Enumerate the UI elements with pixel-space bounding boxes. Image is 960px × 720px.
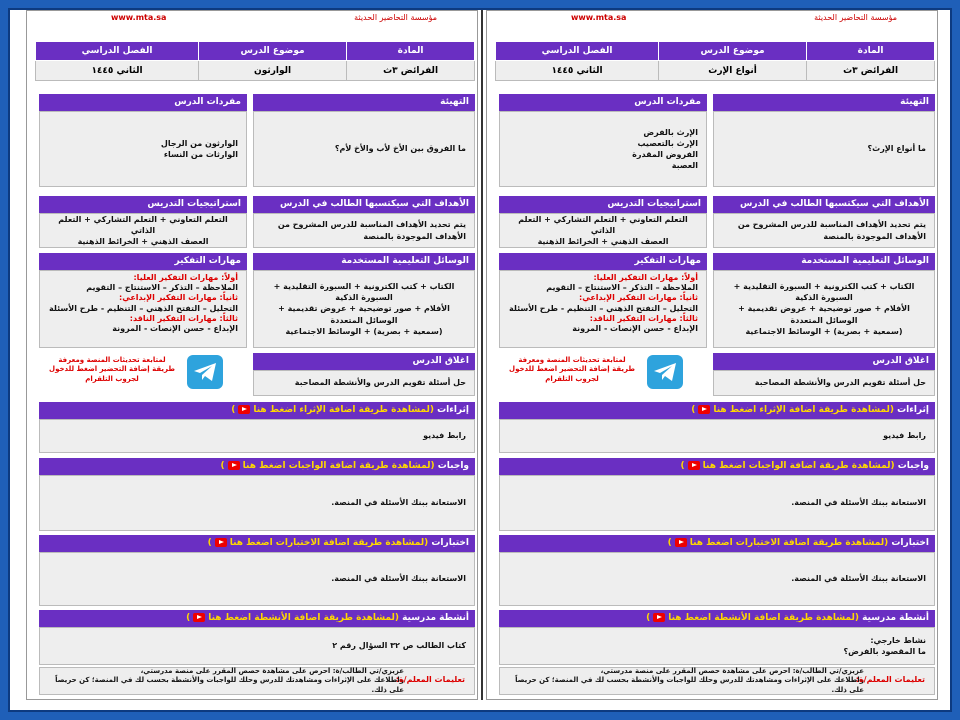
enrich-link[interactable]: (لمشاهدة طريقة اضافة الإثراء اضغط هنا [253,405,434,415]
homework-bar [499,458,935,475]
tests-link[interactable]: (لمشاهدة طريقة اضافة الاختبارات اضغط هنا [229,538,429,548]
tests-text: الاستعانة ببنك الأسئلة في المنصة. [331,574,466,584]
subject-value: الفرائض ٣ث [807,61,935,81]
enrich-close: ) [691,405,696,415]
tools-box [253,270,475,348]
topic-value: أنواع الإرث [659,61,807,81]
promo-line: لمتابعة تحديثات المنصة [86,356,166,364]
goals-title: الأهداف التي سيكتسبها الطالب في الدرس [253,196,475,213]
tests-title: اختبارات [891,538,929,548]
goals-box [253,213,475,248]
tools-title: الوسائل التعليمية المستخدمة [253,253,475,270]
telegram-promo[interactable] [47,356,177,384]
enrich-bar [499,402,935,419]
intro-title: التهيئة [713,94,935,111]
vocab-line: الوارثات من النساء [163,150,238,159]
lesson-info-table [495,41,935,81]
closing-text: حل أسئلة تقويم الدرس والأنشطة المصاحبة [754,378,926,388]
site-url[interactable]: www.mta.sa [571,13,627,22]
thinking-heading: أولاً: مهارات التفكير العليا: [593,273,698,282]
term-value: الثاني ١٤٤٥ [496,61,659,81]
enrich-bar [39,402,475,419]
activities-close: ) [186,613,191,623]
activities-box [39,627,475,665]
homework-title: واجبات [897,461,929,471]
activities-title: أنشطة مدرسية [402,613,469,623]
homework-close: ) [680,461,685,471]
subject-header: المادة [347,42,475,61]
homework-text: الاستعانة ببنك الأسئلة في المنصة. [331,498,466,508]
closing-box [253,370,475,396]
enrich-text: رابط فيديو [423,431,466,441]
thinking-heading: ثانياً: مهارات التفكير الإبداعي: [579,293,698,303]
youtube-icon[interactable] [215,538,227,547]
tests-close: ) [667,538,672,548]
activities-bar [39,610,475,627]
strategies-title: استراتيجيات التدريس [499,196,707,213]
tools-line: (سمعية + بصرية) + الوسائط الاجتماعية [745,326,903,336]
activities-close: ) [646,613,651,623]
enrich-link[interactable]: (لمشاهدة طريقة اضافة الإثراء اضغط هنا [713,405,894,415]
subject-header: المادة [807,42,935,61]
vocab-line: الفروض المقدرة [632,150,698,159]
tools-line: (سمعية + بصرية) + الوسائط الاجتماعية [285,326,443,336]
subject-value: الفرائض ٣ث [347,61,475,81]
homework-box [39,475,475,531]
telegram-icon[interactable] [187,355,223,389]
thinking-text: الملاحظة – التذكر – الاستنتاج – التقويم [546,283,698,293]
topic-header: موضوع الدرس [199,42,347,61]
tools-line: الأفلام + صور توضيحية + عروض تقديمية + الوسائل المتعددة [738,304,910,325]
thinking-box [39,270,247,348]
closing-title: اغلاق الدرس [253,353,475,370]
homework-box [499,475,935,531]
youtube-icon[interactable] [193,613,205,622]
thinking-heading: أولاً: مهارات التفكير العليا: [133,273,238,282]
page-divider [481,10,483,700]
vocab-box [499,111,707,187]
strategies-line: العصف الذهني + الخرائط الذهنية [77,237,209,247]
lesson-info-table [35,41,475,81]
tools-line: الكتاب + كتب الكترونية + السبورة التقليدية + السبورة الذكية [733,282,915,303]
tests-bar [499,535,935,552]
homework-text: الاستعانة ببنك الأسئلة في المنصة. [791,498,926,508]
strategies-box [499,213,707,248]
strategies-line: التعلم التعاوني + التعلم التشاركي + التعلم الذاتي [518,214,688,235]
tools-line: الكتاب + كتب الكترونية + السبورة التقليدية + السبورة الذكية [273,282,455,303]
activities-title: أنشطة مدرسية [862,613,929,623]
intro-question: ما أنواع الإرث؟ [867,144,926,154]
vocab-line: الإرث بالتعصيب [637,138,698,148]
youtube-icon[interactable] [675,538,687,547]
thinking-heading: ثالثاً: مهارات التفكير الناقد: [129,313,238,323]
goals-text: يتم تحديد الأهداف المناسبة للدرس المشروح من الأهداف الموجودة بالمنصة [277,220,466,241]
activity-line: كتاب الطالب ص ٣٢ السؤال رقم ٢ [332,641,466,651]
thinking-text: التحليل – التفتح الذهني – التنظيم - طرح الأسئلة [509,303,698,313]
topic-header: موضوع الدرس [659,42,807,61]
activities-link[interactable]: (لمشاهدة طريقة اضافة الأنشطة اضغط هنا [668,613,859,623]
thinking-heading: ثانياً: مهارات التفكير الإبداعي: [119,293,238,303]
intro-box [713,111,935,187]
thinking-box [499,270,707,348]
youtube-icon[interactable] [653,613,665,622]
thinking-heading: ثالثاً: مهارات التفكير الناقد: [589,313,698,323]
promo-line: اضغط للدخول لجروب التلقرام [49,365,139,383]
enrich-title: إثراءات [437,405,469,415]
term-header: الفصل الدراسي [36,42,199,61]
term-header: الفصل الدراسي [496,42,659,61]
activity-line: ما المقصود بالفرض؟ [843,647,926,656]
homework-title: واجبات [437,461,469,471]
instructions-label: تعليمات المعلم/ة: [395,675,465,684]
telegram-icon[interactable] [647,355,683,389]
enrich-text: رابط فيديو [883,431,926,441]
tests-title: اختبارات [431,538,469,548]
homework-bar [39,458,475,475]
tests-text: الاستعانة ببنك الأسئلة في المنصة. [791,574,926,584]
tests-bar [39,535,475,552]
homework-link[interactable]: (لمشاهدة طريقة اضافة الواجبات اضغط هنا [702,461,895,471]
strategies-line: العصف الذهني + الخرائط الذهنية [537,237,669,247]
intro-title: التهيئة [253,94,475,111]
telegram-promo[interactable] [507,356,637,384]
tests-close: ) [207,538,212,548]
tools-line: الأفلام + صور توضيحية + عروض تقديمية + الوسائل المتعددة [278,304,450,325]
tests-box [499,552,935,606]
tools-box [713,270,935,348]
homework-link[interactable]: (لمشاهدة طريقة اضافة الواجبات اضغط هنا [242,461,435,471]
term-value: الثاني ١٤٤٥ [36,61,199,81]
promo-line: ومعرفة طريقة إضافة التحضير [58,356,175,374]
topic-value: الوارثون [199,61,347,81]
instructions-line: عزيزي/تي الطالب/ة: احرص على مشاهدة حصص المقرر على منصة مدرستي، [600,666,864,675]
youtube-icon[interactable] [238,405,250,414]
strategies-line: التعلم التعاوني + التعلم التشاركي + التعلم الذاتي [58,214,228,235]
site-url[interactable]: www.mta.sa [111,13,167,22]
youtube-icon[interactable] [688,461,700,470]
enrich-box [499,419,935,453]
lesson-sheet-1 [486,10,938,700]
thinking-title: مهارات التفكير [39,253,247,270]
intro-question: ما الفروق بين الأخ لأب والأخ لأم؟ [334,144,466,154]
vocab-title: مفردات الدرس [499,94,707,111]
thinking-text: التحليل – التفتح الذهني – التنظيم - طرح الأسئلة [49,303,238,313]
activities-box [499,627,935,665]
activity-line: نشاط خارجي: [870,635,926,645]
goals-text: يتم تحديد الأهداف المناسبة للدرس المشروح من الأهداف الموجودة بالمنصة [737,220,926,241]
youtube-icon[interactable] [698,405,710,414]
vocab-line: العصبة [671,161,698,171]
instructions-line: واطلاعك على الإثراءات ومشاهدتك للدرس وحلك للواجبات والأنشطة بحسب لك في المنصة؛ كن حريصاً على ذلك. [515,676,864,694]
instructions-line: عزيزي/تي الطالب/ة: احرص على مشاهدة حصص المقرر على منصة مدرستي، [140,666,404,675]
instructions-line: واطلاعك على الإثراءات ومشاهدتك للدرس وحلك للواجبات والأنشطة بحسب لك في المنصة؛ كن حريصاً على ذلك. [55,676,404,694]
thinking-text: الإبداع - حسن الإنصات - المرونة [112,324,238,334]
tools-title: الوسائل التعليمية المستخدمة [713,253,935,270]
tests-link[interactable]: (لمشاهدة طريقة اضافة الاختبارات اضغط هنا [689,538,889,548]
instructions-label: تعليمات المعلم/ة: [855,675,925,684]
closing-box [713,370,935,396]
activities-bar [499,610,935,627]
thinking-text: الإبداع - حسن الإنصات - المرونة [572,324,698,334]
closing-title: اغلاق الدرس [713,353,935,370]
org-name: مؤسسة التحاضير الحديثة [354,13,437,22]
closing-text: حل أسئلة تقويم الدرس والأنشطة المصاحبة [294,378,466,388]
homework-close: ) [220,461,225,471]
promo-line: ومعرفة طريقة إضافة التحضير [518,356,635,374]
strategies-box [39,213,247,248]
org-name: مؤسسة التحاضير الحديثة [814,13,897,22]
thinking-title: مهارات التفكير [499,253,707,270]
vocab-line: الإرث بالفرض [643,127,698,137]
promo-line: لمتابعة تحديثات المنصة [546,356,626,364]
vocab-box [39,111,247,187]
enrich-close: ) [231,405,236,415]
vocab-line: الوارثون من الرجال [160,138,238,148]
intro-box [253,111,475,187]
activities-link[interactable]: (لمشاهدة طريقة اضافة الأنشطة اضغط هنا [208,613,399,623]
goals-title: الأهداف التي سيكتسبها الطالب في الدرس [713,196,935,213]
youtube-icon[interactable] [228,461,240,470]
vocab-title: مفردات الدرس [39,94,247,111]
strategies-title: استراتيجيات التدريس [39,196,247,213]
enrich-box [39,419,475,453]
tests-box [39,552,475,606]
enrich-title: إثراءات [897,405,929,415]
goals-box [713,213,935,248]
lesson-sheet-2 [26,10,478,700]
thinking-text: الملاحظة – التذكر – الاستنتاج – التقويم [86,283,238,293]
promo-line: اضغط للدخول لجروب التلقرام [509,365,599,383]
